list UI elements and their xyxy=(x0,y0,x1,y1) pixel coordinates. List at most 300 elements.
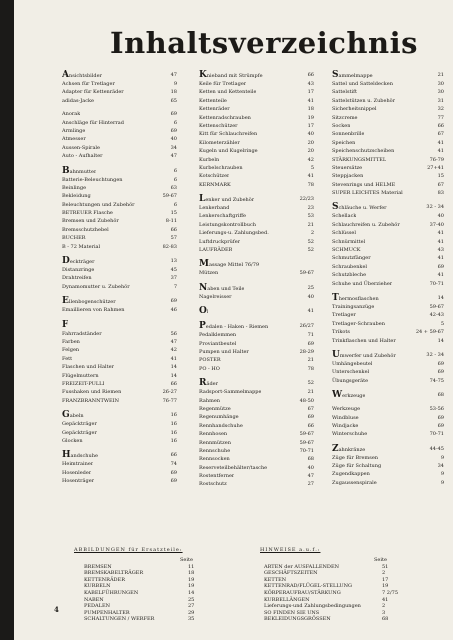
entry-page: 16 xyxy=(170,429,177,436)
entry-page: 21 xyxy=(307,357,314,364)
index-entry xyxy=(62,420,177,428)
entry-label: Trikots xyxy=(332,329,350,336)
entry-label: Kettenteile xyxy=(199,97,227,104)
entry-page: 59-67 xyxy=(299,270,314,277)
entry-label: Felgen xyxy=(62,347,80,354)
index-entry xyxy=(332,70,444,80)
entry-label: Beinlinge xyxy=(62,184,87,191)
index-entry xyxy=(332,337,444,345)
entry-label: SUPER LEICHTES Material xyxy=(332,190,403,197)
index-entry xyxy=(332,360,444,368)
entry-page: 21 xyxy=(307,389,314,396)
entry-label: Bremsschutzhebel xyxy=(62,226,109,233)
entry-page: 69 xyxy=(307,340,314,347)
entry-page: 53-56 xyxy=(429,406,444,413)
entry-label: Sitzcreme xyxy=(332,114,358,121)
index-entry xyxy=(62,110,177,118)
entry-label: Trainingsanzüge xyxy=(332,303,375,310)
entry-page: 53 xyxy=(307,213,314,220)
list-item-page: 68 xyxy=(382,616,389,623)
entry-page: 66 xyxy=(170,226,177,233)
entry-page: 2 xyxy=(310,230,314,237)
index-entry xyxy=(62,372,177,380)
entry-page: 18 xyxy=(307,106,314,113)
entry-page: 76-79 xyxy=(429,156,444,163)
entry-page: 30 xyxy=(437,89,444,96)
entry-label: FREIZEIT-PULLI xyxy=(62,380,105,387)
entry-page: 34 xyxy=(437,463,444,470)
index-entry xyxy=(199,365,314,373)
entry-label: LAUFRÄDER xyxy=(199,247,233,254)
entry-label: Emaillieren von Rahmen xyxy=(62,307,125,314)
entry-label: Lenker und Zubehör xyxy=(199,194,255,205)
entry-label: Rostentferner xyxy=(199,473,235,480)
entry-label: Socken xyxy=(332,122,351,129)
entry-page: 71 xyxy=(307,332,314,339)
entry-page: 27+41 xyxy=(427,164,444,171)
list-item-page: 25 xyxy=(188,596,195,603)
entry-label: Windbluse xyxy=(332,414,359,421)
entry-label: Speichenschutzscheiben xyxy=(332,148,395,155)
entry-label: Tretlager xyxy=(332,312,356,319)
index-entry xyxy=(332,97,444,105)
entry-page: 14 xyxy=(170,364,177,371)
entry-label: Glocken xyxy=(62,437,83,444)
entry-label: Züge für Bremsen xyxy=(332,454,379,461)
entry-label: Rahmen xyxy=(199,397,221,404)
index-entry xyxy=(199,246,314,254)
entry-page: 6 xyxy=(173,176,177,183)
index-entry xyxy=(62,144,177,152)
entry-page: 42 xyxy=(307,156,314,163)
entry-label: B - 72 Material xyxy=(62,243,101,250)
index-entry xyxy=(62,166,177,176)
index-entry xyxy=(332,320,444,328)
entry-label: Trinkflaschen und Halter xyxy=(332,337,396,344)
index-entry xyxy=(199,447,314,455)
entry-page: 32 xyxy=(437,106,444,113)
index-entry xyxy=(332,139,444,147)
entry-page: 41 xyxy=(170,355,177,362)
notes-list xyxy=(264,557,414,623)
index-entry xyxy=(199,88,314,96)
entry-label: Lieferungs-u. Zahlungsbed. xyxy=(199,230,269,237)
list-item-label: PUMPENHALTER xyxy=(84,609,130,616)
entry-label: FRANZBRANNTWEIN xyxy=(62,397,119,404)
entry-label: Sattel und Satteldecken xyxy=(332,81,393,87)
list-item-page: 19 xyxy=(188,583,195,590)
entry-label: Rennhosen xyxy=(199,431,228,438)
list-item-page: 41 xyxy=(382,596,389,603)
index-entry xyxy=(62,97,177,105)
list-item-label: KURBELLÄNGEN xyxy=(264,596,310,603)
list-item xyxy=(84,603,234,610)
list-item xyxy=(264,597,414,604)
list-item xyxy=(84,610,234,617)
entry-page: 66 xyxy=(170,452,177,459)
index-entry xyxy=(332,122,444,130)
entry-page: 67 xyxy=(437,131,444,138)
index-entry xyxy=(62,209,177,217)
entry-page: 47 xyxy=(170,338,177,345)
list-item xyxy=(84,583,234,590)
entry-label: Winterschuhe xyxy=(332,431,368,438)
list-item-label: BREMSEN xyxy=(84,563,112,570)
index-entry xyxy=(199,172,314,180)
entry-label: Beleuchtungen und Zubehör xyxy=(62,201,135,208)
entry-label: Schraubenkel xyxy=(332,263,368,270)
index-entry xyxy=(62,380,177,388)
binding-edge xyxy=(0,0,14,640)
entry-page: 9 xyxy=(173,81,177,87)
list-item-page: 19 xyxy=(382,583,389,590)
list-item-page: 29 xyxy=(188,609,195,616)
entry-page: 47 xyxy=(307,473,314,480)
entry-label: Luftdruckprüfer xyxy=(199,238,241,245)
entry-label: Rennmützen xyxy=(199,439,231,446)
entry-page: 41 xyxy=(437,139,444,146)
index-entry xyxy=(62,152,177,160)
entry-label: Sammelmappe xyxy=(332,70,373,80)
entry-page: 70-71 xyxy=(299,447,314,454)
entry-page: 45 xyxy=(170,267,177,274)
entry-page: 6 xyxy=(173,201,177,208)
index-entry xyxy=(199,194,314,204)
index-entry xyxy=(62,355,177,363)
entry-page: 31 xyxy=(437,97,444,104)
index-column-3 xyxy=(332,70,444,487)
list-item-label: GESCHÄFTSZEITEN xyxy=(264,570,318,577)
list-item-page: 27 xyxy=(188,603,195,610)
entry-label: Rennschuhe xyxy=(199,447,231,454)
index-entry xyxy=(62,88,177,96)
index-entry xyxy=(332,422,444,430)
index-entry xyxy=(62,70,177,80)
entry-label: Räder xyxy=(199,378,219,389)
entry-page: 5 xyxy=(310,164,314,171)
entry-page: 7 xyxy=(173,283,177,290)
entry-page: 69 xyxy=(170,298,177,305)
entry-page: 69 xyxy=(437,369,444,376)
illustrations-header: ABBILDUNGEN für Ersatzteile: xyxy=(74,547,183,553)
index-entry xyxy=(62,176,177,184)
entry-page: 47 xyxy=(170,153,177,160)
list-item-page: 3 xyxy=(382,609,386,616)
entry-page: 8-11 xyxy=(165,218,177,225)
entry-label: Speichen xyxy=(332,139,356,146)
index-entry xyxy=(199,147,314,155)
entry-label: Deckträger xyxy=(62,256,95,267)
list-item xyxy=(84,577,234,584)
index-entry xyxy=(199,405,314,413)
index-column-1 xyxy=(62,70,177,485)
index-entry xyxy=(332,368,444,376)
index-entry xyxy=(332,114,444,122)
index-entry xyxy=(199,455,314,463)
entry-label: BUCHER xyxy=(62,235,86,242)
entry-label: Keile für Tretlager xyxy=(199,81,247,87)
index-entry xyxy=(62,119,177,127)
entry-page: 14 xyxy=(437,294,444,301)
entry-label: Drahtreifen xyxy=(62,275,92,282)
entry-page: 37-40 xyxy=(429,221,444,228)
index-entry xyxy=(62,266,177,274)
entry-page: 17 xyxy=(307,89,314,96)
entry-label: Dynamomutter u. Zubehör xyxy=(62,283,130,290)
entry-label: Heimtrainer xyxy=(62,461,94,468)
list-item-page: 11 xyxy=(188,563,195,570)
index-entry xyxy=(332,212,444,220)
entry-label: Sonnenbrille xyxy=(332,131,365,138)
entry-label: Kettenradschrauben xyxy=(199,114,251,121)
list-item-label: KÖRPERAUFBAU/STÄRKUNG xyxy=(264,589,341,596)
col-label: Seite xyxy=(374,557,387,563)
entry-page: 19 xyxy=(307,114,314,121)
entry-page: 52 xyxy=(307,238,314,245)
entry-label: SCHMUCK xyxy=(332,247,361,254)
entry-page: 6 xyxy=(173,119,177,126)
entry-label: Knieband mit Strümpfe xyxy=(199,70,263,80)
entry-page: 13 xyxy=(170,258,177,265)
entry-label: Sattelstützen u. Zubehör xyxy=(332,97,396,104)
index-entry xyxy=(199,164,314,172)
list-item-label: KURBELN xyxy=(84,583,111,590)
index-entry xyxy=(62,296,177,306)
entry-page: 42-43 xyxy=(429,312,444,319)
entry-page: 82-83 xyxy=(162,243,177,250)
list-item-page: 2 xyxy=(382,603,386,610)
entry-page: 9 xyxy=(440,471,444,478)
entry-page: 57 xyxy=(170,235,177,242)
index-entry xyxy=(199,130,314,138)
entry-page: 40 xyxy=(307,293,314,300)
entry-page: 16 xyxy=(170,412,177,419)
index-entry xyxy=(62,192,177,200)
entry-label: Schlauchreifen u. Zubehör xyxy=(332,221,400,228)
entry-label: Leistungskontrollbuch xyxy=(199,221,256,228)
entry-page: 21 xyxy=(307,221,314,228)
entry-label: Rennhandschuhe xyxy=(199,422,243,429)
page-title: Inhaltsverzeichnis xyxy=(110,26,418,60)
entry-label: STÄRKUNGSMITTEL xyxy=(332,156,387,163)
index-entry xyxy=(62,80,177,88)
entry-label: Fett xyxy=(62,355,73,362)
list-item xyxy=(264,570,414,577)
index-entry xyxy=(199,70,314,80)
entry-label: Tretlager-Schrauben xyxy=(332,320,385,327)
entry-page: 69 xyxy=(170,127,177,134)
entry-label: Bremsen und Zubehör xyxy=(62,218,119,225)
entry-page: 83 xyxy=(437,190,444,197)
entry-label: PO - HO xyxy=(199,365,220,372)
entry-page: 68 xyxy=(307,456,314,463)
index-entry xyxy=(332,405,444,413)
entry-page: 65 xyxy=(170,97,177,104)
list-item xyxy=(84,570,234,577)
document-page xyxy=(14,0,453,640)
entry-page: 69 xyxy=(437,422,444,429)
entry-label: Zugaussenspirale xyxy=(332,479,377,486)
entry-page: 48-50 xyxy=(299,397,314,404)
list-item xyxy=(84,590,234,597)
index-entry xyxy=(199,259,314,269)
illustrations-list xyxy=(84,557,234,623)
index-entry xyxy=(332,147,444,155)
entry-label: Hosenleder xyxy=(62,469,92,476)
index-entry xyxy=(62,217,177,225)
entry-page: 18 xyxy=(170,89,177,96)
index-entry xyxy=(62,201,177,209)
entry-page: 40 xyxy=(307,131,314,138)
index-entry xyxy=(332,280,444,288)
entry-page: 41 xyxy=(437,272,444,279)
list-item-page: 7 2/75 xyxy=(382,589,398,596)
index-entry xyxy=(332,271,444,279)
entry-label: Steppjacken xyxy=(332,173,364,180)
list-item-label: KABELFÜHRUNGEN xyxy=(84,589,139,596)
entry-label: Steuersätze xyxy=(332,164,363,171)
index-entry xyxy=(62,397,177,405)
entry-page: 69 xyxy=(437,263,444,270)
entry-page: 5 xyxy=(440,320,444,327)
index-entry xyxy=(199,348,314,356)
index-entry xyxy=(199,181,314,189)
entry-label: Schellack xyxy=(332,213,357,220)
entry-page: 25 xyxy=(307,284,314,291)
index-entry xyxy=(332,189,444,197)
index-entry xyxy=(332,430,444,438)
entry-page: 14 xyxy=(437,337,444,344)
entry-label: Züge für Schaltung xyxy=(332,463,382,470)
entry-label: Lenkerschaftgriffe xyxy=(199,213,247,220)
index-entry xyxy=(199,480,314,488)
list-item xyxy=(264,590,414,597)
entry-page: 37 xyxy=(170,275,177,282)
entry-page: 63 xyxy=(170,184,177,191)
entry-page: 66 xyxy=(170,380,177,387)
index-entry xyxy=(62,274,177,282)
index-entry xyxy=(332,414,444,422)
entry-page: 76-77 xyxy=(162,397,177,404)
entry-label: Adapter für Kettenräder xyxy=(62,89,124,96)
index-entry xyxy=(62,127,177,135)
entry-label: Bahnmutter xyxy=(62,165,97,176)
entry-label: Sattelstift xyxy=(332,89,358,96)
entry-page: 70-71 xyxy=(429,280,444,287)
list-item-label: SCHALTUNGEN / WERFER xyxy=(84,616,155,623)
entry-label: Pumpen und Halter xyxy=(199,348,249,355)
entry-label: Schuhe und Überzieher xyxy=(332,280,393,287)
entry-page: 70-71 xyxy=(429,431,444,438)
entry-page: 44-45 xyxy=(429,445,444,452)
list-item xyxy=(264,603,414,610)
list-item-page: 17 xyxy=(382,576,389,583)
entry-page: 78 xyxy=(307,181,314,188)
entry-page: 56 xyxy=(170,330,177,337)
index-entry xyxy=(332,221,444,229)
index-entry xyxy=(62,460,177,468)
list-item-label: KETTENRAD/FLÜGEL-STELLUNG xyxy=(264,583,352,590)
entry-label: adidas-Jacke xyxy=(62,97,94,104)
entry-label: Ansichtsbilder xyxy=(62,70,102,80)
entry-page: 41 xyxy=(307,97,314,104)
entry-page: 20 xyxy=(307,139,314,146)
index-entry xyxy=(62,283,177,291)
entry-label: Schutzbleche xyxy=(332,272,367,279)
entry-page: 22/23 xyxy=(299,196,314,203)
entry-label: Ellenbogenschützer xyxy=(62,296,116,307)
entry-page: 26-27 xyxy=(162,389,177,396)
entry-page: 34 xyxy=(170,144,177,151)
list-item-label: KETTENRÄDER xyxy=(84,576,125,583)
entry-page: 66 xyxy=(437,122,444,129)
index-entry xyxy=(199,356,314,364)
entry-page: 68 xyxy=(437,392,444,399)
entry-label: Farben xyxy=(62,338,80,345)
entry-page: 74 xyxy=(170,461,177,468)
entry-label: Massage Mittel 76/79 xyxy=(199,259,260,270)
entry-page: 59-67 xyxy=(299,439,314,446)
entry-page: 23 xyxy=(307,205,314,212)
index-entry xyxy=(199,238,314,246)
index-entry xyxy=(199,422,314,430)
index-entry xyxy=(199,430,314,438)
entry-page: 46 xyxy=(170,307,177,314)
index-entry xyxy=(332,311,444,319)
notes-header: HINWEISE a.u.f.: xyxy=(260,547,321,553)
entry-label: POSTER xyxy=(199,357,221,364)
entry-label: Kettenschützer xyxy=(199,122,238,129)
list-item-label: KETTEN xyxy=(264,576,287,583)
entry-page: 69 xyxy=(437,414,444,421)
entry-page: 6 xyxy=(173,167,177,174)
entry-page: 24 + 59-67 xyxy=(415,329,444,336)
entry-page: 77 xyxy=(437,114,444,121)
index-entry xyxy=(62,184,177,192)
entry-label: Fahrradständer xyxy=(62,330,102,337)
entry-page: 28-29 xyxy=(299,348,314,355)
entry-label: Kilometerzähler xyxy=(199,139,240,146)
entry-page: 15 xyxy=(437,173,444,180)
entry-label: Flügelmuttern xyxy=(62,372,99,379)
index-entry xyxy=(62,450,177,460)
index-entry xyxy=(62,437,177,445)
list-item-label: BEKLEIDUNGSGRÖSSEN xyxy=(264,616,331,623)
entry-label: Umhängebeutel xyxy=(332,360,373,367)
entry-page: 9 xyxy=(440,479,444,486)
entry-label: F xyxy=(62,319,69,330)
entry-page: 9 xyxy=(440,454,444,461)
index-entry xyxy=(199,221,314,229)
entry-label: Öl xyxy=(199,306,209,317)
entry-label: Handschuhe xyxy=(62,450,98,461)
index-entry xyxy=(199,139,314,147)
entry-label: Thermosflaschen xyxy=(332,292,379,303)
list-item-label: Lieferungs-und Zahlungsbedingungen xyxy=(264,603,361,610)
index-entry xyxy=(62,477,177,485)
entry-label: Regenumhänge xyxy=(199,414,239,421)
entry-label: Schnürmittel xyxy=(332,238,366,245)
entry-page: 59-67 xyxy=(299,431,314,438)
page-number: 4 xyxy=(54,605,59,614)
index-entry xyxy=(62,346,177,354)
list-item-page: 2 xyxy=(382,570,386,577)
entry-label: Rennsocken xyxy=(199,456,230,463)
entry-label: Lenkerband xyxy=(199,205,230,212)
list-item xyxy=(264,583,414,590)
entry-label: Regenmütze xyxy=(199,405,231,412)
entry-page: 43 xyxy=(437,247,444,254)
